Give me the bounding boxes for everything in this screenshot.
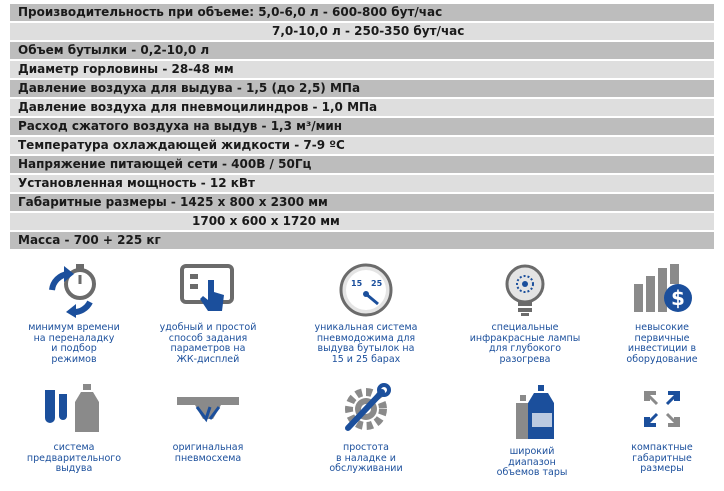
- stopwatch-refresh-icon: [4, 258, 144, 320]
- svg-text:$: $: [671, 286, 685, 310]
- feature-label: уникальная система пневмодожима для выдува бутылок на 15 и 25 барах: [314, 322, 418, 365]
- dollar-chart-icon: [602, 258, 722, 320]
- spec-row: 1700 х 600 х 1720 мм: [10, 213, 714, 230]
- feature-ir-lamps: [455, 258, 595, 365]
- feature-label: система предварительного выдува: [26, 442, 122, 474]
- spec-row: Производительность при объеме: 5,0-6,0 л - 600-800 бут/час: [10, 4, 714, 21]
- bottles-icon: [462, 382, 602, 444]
- spec-row: 7,0-10,0 л - 250-350 бут/час: [10, 23, 714, 40]
- touchscreen-icon: [138, 258, 278, 320]
- feature-label: простота в наладке и обслуживании: [329, 442, 403, 474]
- features-grid: [0, 258, 724, 491]
- feature-compact: [602, 378, 722, 475]
- feature-label: невысокие первичные инвестиции в оборудование: [626, 322, 698, 365]
- feature-container-range: [462, 382, 602, 479]
- feature-easy-maintenance: [296, 378, 436, 475]
- spec-row: Давление воздуха для выдува - 1,5 (до 2,5) МПа: [10, 80, 714, 97]
- preforms-bottle-icon: [4, 378, 144, 440]
- tools-gear-icon: [296, 378, 436, 440]
- feature-label: компактные габаритные размеры: [631, 442, 693, 474]
- feature-label: минимум времени на переналадку и подбор режимов: [28, 322, 120, 365]
- feature-quick-changeover: [4, 258, 144, 365]
- pneumatic-scheme-icon: [138, 378, 278, 440]
- feature-label: оригинальная пневмосхема: [172, 442, 244, 464]
- spec-row: Давление воздуха для пневмоцилиндров - 1,0 МПа: [10, 99, 714, 116]
- spec-row: Диаметр горловины - 28-48 мм: [10, 61, 714, 78]
- specs-table: [10, 4, 714, 251]
- spec-row: Напряжение питающей сети - 400В / 50Гц: [10, 156, 714, 173]
- pressure-gauge-icon: [296, 258, 436, 320]
- spec-row: Расход сжатого воздуха на выдув - 1,3 м³/мин: [10, 118, 714, 135]
- feature-lcd-setup: [138, 258, 278, 365]
- spec-row: Габаритные размеры - 1425 х 800 х 2300 мм: [10, 194, 714, 211]
- feature-label: специальные инфракрасные лампы для глубокого разогрева: [469, 322, 581, 365]
- feature-pneumatics: [138, 378, 278, 464]
- feature-label: удобный и простой способ задания параметров на ЖК-дисплей: [159, 322, 257, 365]
- feature-preblow: [4, 378, 144, 475]
- spec-row: Масса - 700 + 225 кг: [10, 232, 714, 249]
- spec-row: Установленная мощность - 12 кВт: [10, 175, 714, 192]
- feature-low-investment: [602, 258, 722, 365]
- compact-arrows-icon: [602, 378, 722, 440]
- infrared-lamp-icon: [455, 258, 595, 320]
- feature-pressure-system: [296, 258, 436, 365]
- gauge-min-label: 15: [351, 279, 363, 288]
- spec-row: Объем бутылки - 0,2-10,0 л: [10, 42, 714, 59]
- gauge-max-label: 25: [371, 279, 383, 288]
- feature-label: широкий диапазон объемов тары: [496, 446, 568, 478]
- spec-row: Температура охлаждающей жидкости - 7-9 ºC: [10, 137, 714, 154]
